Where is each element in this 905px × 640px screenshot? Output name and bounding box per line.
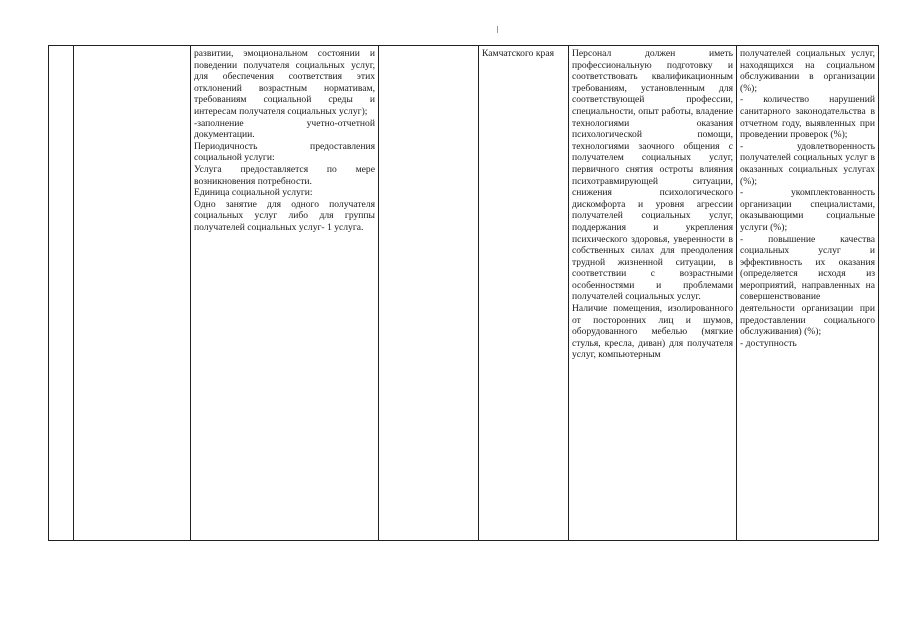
- cell-timeframe: [379, 46, 479, 541]
- description-paragraph: Услуга предоставляется по мере возникновения потребности.: [194, 163, 375, 187]
- description-paragraph: развитии, эмоциональном состоянии и поведении получателя социальных услуг, для обеспечения соответствия этих отклонений возрастным нормативам, требованиям социальной среды и интересам получателя социальных услуг);: [194, 48, 375, 117]
- cell-service-description: [191, 46, 379, 541]
- conditions-paragraph: Персонал должен иметь профессиональную подготовку и соответствовать квалификационным требованиям, установленным для соответствующей профессии, специальности, опыт работы, владение технологиями оказания психологической помощи, технологиями заочного общения с получателем социальных услуг, первичного снятия остроты влияния психотравмирующей ситуации, снижения психологического дискомфорта и уровня агрессии получателей социальных услуг, поддержания и укрепления психического здоровья, уверенности в собственных силах для преодоления трудной жизненной ситуации, в соответствии с возрастными особенностями и проблемами получателей социальных услуг.: [572, 48, 733, 303]
- description-paragraph: Периодичность предоставления социальной услуги:: [194, 140, 375, 164]
- cell-number: [49, 46, 74, 541]
- services-table: [48, 45, 879, 541]
- table-row: [49, 46, 879, 541]
- cell-tariff: Камчатского края: [479, 46, 569, 541]
- page-mark: [497, 26, 498, 33]
- indicator-item: - удовлетворенность получателей социальных услуг в оказанных социальных услугах (%);: [740, 140, 875, 187]
- description-paragraph: Одно занятие для одного получателя социальных услуг либо для группы получателей социальных услуг- 1 услуга.: [194, 198, 375, 233]
- cell-conditions: [569, 46, 737, 541]
- indicator-item: получателей социальных услуг, находящихся на социальном обслуживании в организации (%);: [740, 48, 875, 94]
- cell-indicators: [737, 46, 879, 541]
- indicator-item: - доступность: [740, 337, 797, 349]
- conditions-paragraph: Наличие помещения, изолированного от посторонних лиц и шумов, оборудованного мебелью (мягкие стулья, кресла, диван) для получателя услуг, компьютерным: [572, 303, 733, 361]
- description-paragraph: -заполнение учетно-отчетной документации.: [194, 117, 375, 141]
- indicator-item: - повышение качества социальных услуг и эффективность их оказания (определяется исходя из мероприятий, направленных на совершенствование деятельности организации при предоставлении социального обслуживания) (%);: [740, 233, 875, 338]
- indicator-item: - укомплектованность организации специалистами, оказывающими социальные услуги (%);: [740, 187, 875, 233]
- description-paragraph: Единица социальной услуги:: [194, 187, 313, 199]
- cell-service-name: [74, 46, 191, 541]
- indicator-item: - количество нарушений санитарного законодательства в отчетном году, выявленных при проведении проверок (%);: [740, 94, 875, 141]
